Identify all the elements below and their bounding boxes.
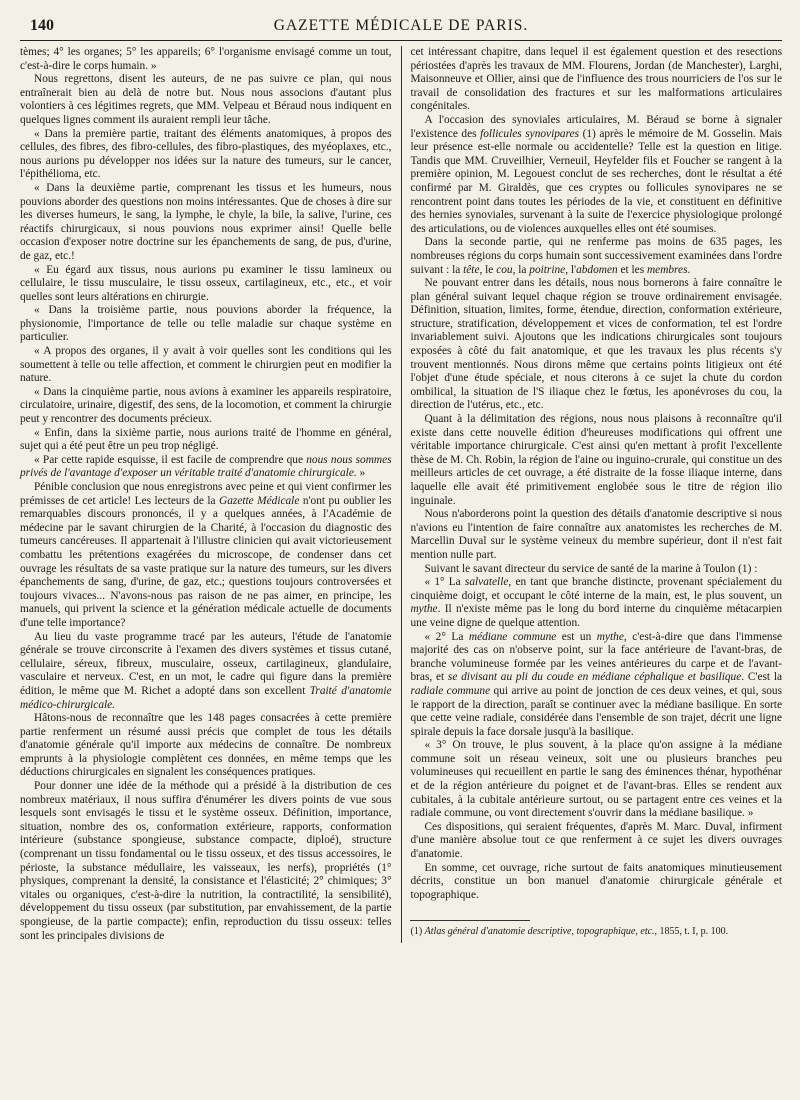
paragraph: Pour donner une idée de la méthode qui a présidé à la distribution de ces nombreux matériaux, il nous suffira d'énumérer les divers points de vue sous lesquels sont envisagés le tissu et le système osseux. Définition, importance, situation, nombre des os, conformation extérieure, rapports, conformation intérieure (substance spongieuse, substance compacte, diploé), structure (comprenant un tissu fondamental ou le tissu osseux, et des tissus accessoires, le périoste, la substance médullaire, les vaisseaux, les nerfs), propriétés (1° physiques, comprenant la densité, la consistance et l'élasticité; 2° chimiques; 3° vitales ou organiques, c'est-à-dire la nutrition, la contractilité, la sensibilité), développement du tissu osseux (par substitution, par envahissement, de la partie spongieuse, de la partie compacte); enfin, reproduction du tissu osseux: telles sont les principales divisions de xyxy=(20,780,392,942)
paragraph: Quant à la délimitation des régions, nous nous plaisons à reconnaître qu'il existe dans cette nouvelle édition d'heureuses modifications qui offrent une véritable importance chirurgicale. C'est ainsi qu'en mettant à profit l'excellente thèse de M. Ch. Robin, la région de l'aine ou inguino-crurale, qui constitue un des meilleurs articles de cet ouvrage, a été distraite de la fosse iliaque interne, dans laquelle elle avait été primitivement englobée sous le titre de région ilio inguinale. xyxy=(410,413,782,507)
right-column-body xyxy=(410,46,782,902)
left-column xyxy=(20,46,401,943)
paragraph: « Dans la cinquième partie, nous avions à examiner les appareils respiratoire, circulatoire, urinaire, digestif, des sens, de la locomotion, et comment la chirurgie peut y rencontrer des documents précieux. xyxy=(20,385,392,426)
paragraph: Dans la seconde partie, qui ne renferme pas moins de 635 pages, les nombreuses régions du corps humain sont successivement examinées dans l'ordre suivant : la tête, le cou, la poitrine, l'abdomen et les membres. xyxy=(410,236,782,276)
page-header xyxy=(20,14,782,41)
text-columns xyxy=(20,46,782,943)
footnote-separator xyxy=(410,920,530,921)
paragraph: « Dans la première partie, traitant des éléments anatomiques, à propos des cellules, des fibres, des fibro-cellules, des fibro-plastiques, des myéoplaxes, etc., nous aurions pu développer nos idées sur la nature des tumeurs, sur le cancer, l'épithélioma, etc. xyxy=(20,127,392,181)
paragraph: Ces dispositions, qui seraient fréquentes, d'après M. Marc. Duval, infirment d'une manière absolue tout ce que renferment à ce sujet les divers ouvrages d'anatomie. xyxy=(410,820,782,861)
paragraph: Au lieu du vaste programme tracé par les auteurs, l'étude de l'anatomie générale se trouve circonscrite à l'examen des divers systèmes et tissus cutané, cellulaire, séreux, fibreux, musculaire, osseux, cartilagineux, glandulaire, vasculaire et nerveux. C'est, en un mot, le cadre qui figure dans la première édition, le même que M. Richet a adopté dans son excellent Traité d'anatomie médico-chirurgicale. xyxy=(20,630,392,711)
paragraph: « Par cette rapide esquisse, il est facile de comprendre que nous nous sommes privés de l'avantage d'exposer un véritable traité d'anatomie chirurgicale. » xyxy=(20,453,392,480)
paragraph: Nous regrettons, disent les auteurs, de ne pas suivre ce plan, qui nous entraînerait bien au delà de notre but. Nous nous associons d'autant plus volontiers à ces légitimes regrets, que MM. Velpeau et Béraud nous indiquent en quelques lignes comment ils auraient rempli leur tâche. xyxy=(20,73,392,126)
paragraph: « Enfin, dans la sixième partie, nous aurions traité de l'homme en général, sujet qui a été peut être un peu trop négligé. xyxy=(20,426,392,453)
footnote: (1) Atlas général d'anatomie descriptive, topographique, etc., 1855, t. I, p. 100. xyxy=(410,926,729,938)
paragraph: « Dans la deuxième partie, comprenant les tissus et les humeurs, nous pouvions aborder des questions non moins intéressantes. Que de choses à dire sur les diverses humeurs, le sang, la lymphe, le chyle, la bile, la salive, l'urine, ces réactifs chirurgicaux, si nous pouvions nous exprimer ainsi! Quelle belle occasion d'exposer notre doctrine sur les épanchements de sang, de pus, d'urine, de gaz, etc.! xyxy=(20,181,392,262)
paragraph: « 2° La médiane commune est un mythe, c'est-à-dire que dans l'immense majorité des cas on n'observe point, sur la face antérieure de l'avant-bras, de branche volumineuse formée par les veines antérieures du carpe et de l'avant-bras, et se divisant au pli du coude en médiane céphalique et basilique. C'est la radiale commune qui arrive au point de jonction de ces deux veines, et qui, sous le rapport de la direction, paraît se continuer avec la médiane basilique. En sorte que cette veine radiale, considérée dans l'ensemble de son trajet, décrit une ligne spirale depuis la face dorsale jusqu'à la basilique. xyxy=(410,630,783,738)
paragraph: tèmes; 4° les organes; 5° les appareils; 6° l'organisme envisagé comme un tout, c'est-à-dire le corps humain. » xyxy=(20,46,392,72)
paragraph: cet intéressant chapitre, dans lequel il est également question et des resections périostées d'après les travaux de MM. Flourens, Jordan (de Manchester), Larghi, Maisonneuve et Ollier, ainsi que de l'influence des trous nourriciers de l'os sur le travail de consolidation des fractures et sur les malformations articulaires congénitales. xyxy=(410,46,782,113)
paragraph: Pénible conclusion que nous enregistrons avec peine et qui vient confirmer les prémisses de cet article! Les lecteurs de la Gazette Médicale n'ont pu oublier les remarquables discours prononcés, il y a quelques années, à l'Académie de médecine par le savant chirurgien de la Charité, à l'occasion du diagnostic des tumeurs cancéreuses. Il appartenait à l'illustre clinicien qui avait victorieusement combattu les prétentions exagérées du microscope, de condenser dans cet ouvrage les résultats de sa vaste pratique sur la nature des tumeurs, sur les divers épanchements de sang, d'urine, de gaz, etc.; questions toujours controversées et toujours vivaces... N'avons-nous pas raison de ne pas aimer, en principe, les manuels, qui privent la science et la génération médicale actuelle de documents d'une telle importance? xyxy=(20,481,392,629)
paragraph: « Eu égard aux tissus, nous aurions pu examiner le tissu lamineux ou cellulaire, le tissu musculaire, le tissu osseux, cartilagineux, etc., etc., et voir quelles sont leurs altérations en chirurgie. xyxy=(20,263,392,303)
running-title: GAZETTE MÉDICALE DE PARIS. xyxy=(273,17,529,34)
paragraph: En somme, cet ouvrage, riche surtout de faits anatomiques minutieusement décrits, constitue un bon manuel d'anatomie chirurgicale générale et topographique. xyxy=(410,861,782,901)
paragraph: Hâtons-nous de reconnaître que les 148 pages consacrées à cette première partie renferment un résumé aussi précis que complet de tous les détails d'anatomie générale qu'il importe aux médecins de connaître. De nombreux emprunts à la physiologie complètent ces données, en même temps que les déductions chirurgicales en signalent les conséquences pratiques. xyxy=(20,712,392,779)
paragraph: Nous n'aborderons point la question des détails d'anatomie descriptive si nous n'avions eu l'intention de faire connaître aux anatomistes les recherches de M. Marcellin Duval sur le système veineux du membre supérieur, dont il n'est fait mention nulle part. xyxy=(410,508,782,561)
paragraph: A l'occasion des synoviales articulaires, M. Béraud se borne à signaler l'existence des follicules synovipares (1) après le mémoire de M. Gosselin. Mais leur présence est-elle normale ou accidentelle? Telle est la question en litige. Tandis que MM. Cruveilhier, Verneuil, Heyfelder fils et Foucher se rangent à la première opinion, M. Legouest conclut de ses recherches, dont le résultat a été confirmé par M. Giraldès, que ces cryptes ou follicules synovipares ne se rencontrent point dans toutes les périodes de la vie, et constituent en définitive des hernies synoviales, survenant à la suite de l'exercice physiologique prolongé des articulations, ou de violences auxquelles elles ont été soumises. xyxy=(410,113,782,235)
page-number: 140 xyxy=(30,17,54,34)
paragraph: « 1° La salvatelle, en tant que branche distincte, provenant spécialement du cinquième doigt, et occupant le côté interne de la main, est, le plus souvent, un mythe. Il n'existe même pas le long du bord interne du cinquième métacarpien une veine digne de quelque attention. xyxy=(410,576,782,629)
paragraph: Suivant le savant directeur du service de santé de la marine à Toulon (1) : xyxy=(424,562,758,575)
paragraph: « 3° On trouve, le plus souvent, à la place qu'on assigne à la médiane commune soit un réseau veineux, soit une ou plusieurs branches peu volumineuses qui recueillent en partie le sang des éminences thénar, hypothénar et de la région antérieure du poignet et de l'avant-bras. Elles se rendent aux cubitales, à la cubitale antérieure surtout, ou se partagent entre ces veines et la radiale commune, ou vont directement s'ouvrir dans la médiane basilique. » xyxy=(410,739,782,820)
paragraph: « Dans la troisième partie, nous pouvions aborder la fréquence, la physionomie, l'importance de telle ou telle maladie sur chaque système en particulier. xyxy=(20,304,392,344)
paragraph: « A propos des organes, il y avait à voir quelles sont les conditions qui les soumettent à telle ou telle affection, et comment le chirurgien peut en modifier la nature. xyxy=(20,345,392,385)
right-column xyxy=(401,46,782,943)
paragraph: Ne pouvant entrer dans les détails, nous nous bornerons à faire connaître le plan général suivant lequel chaque région se trouve ordinairement envisagée. Définition, situation, limites, forme, étendue, direction, conformation extérieure, structure, stratification, développement et vices de conformation, tel est l'ordre invariablement suivi. Ajoutons que les indications chirurgicales sont toujours exposées à côté du fait anatomique, et que les travaux les plus récents s'y trouvent mentionnés. Nous dirons même que certains points litigieux ont été l'objet d'une étude spéciale, et nous citerons à ce sujet la chute du cordon ombilical, la situation de l'S iliaque chez le fœtus, les aponévroses du cou, la direction de l'utérus, etc., etc. xyxy=(410,277,782,412)
